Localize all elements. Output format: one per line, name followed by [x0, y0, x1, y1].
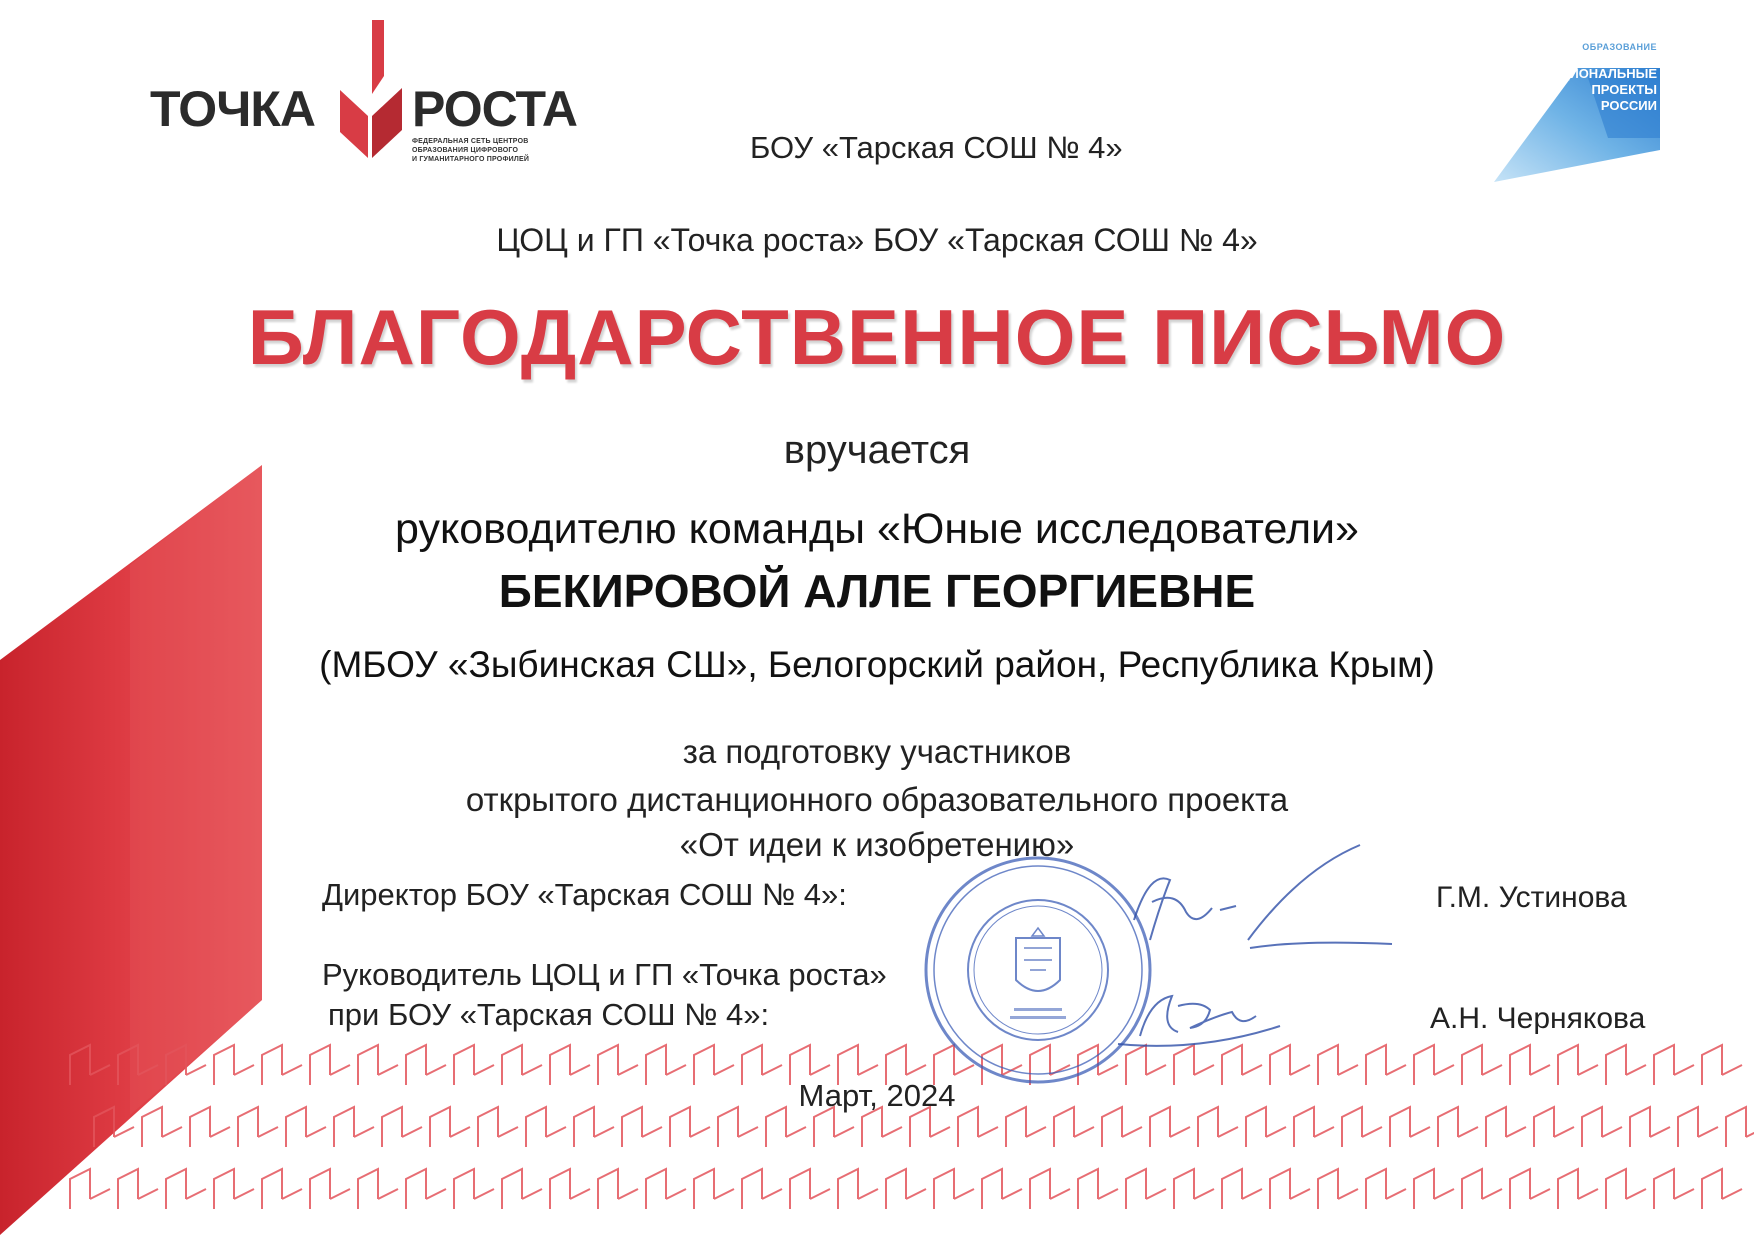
issue-date: Март, 2024	[798, 1078, 956, 1113]
chevron-mark	[1510, 1169, 1550, 1209]
chevron-mark	[1174, 1169, 1214, 1209]
recipient-role: руководителю команды «Юные исследователи»	[395, 505, 1359, 553]
logo-word-right: РОСТА	[412, 81, 577, 137]
chevron-mark	[70, 1169, 110, 1209]
reason-line: «От идеи к изобретению»	[679, 826, 1075, 863]
head-name: А.Н. Чернякова	[1430, 1002, 1646, 1035]
header-school: БОУ «Тарская СОШ № 4»	[750, 130, 1123, 165]
chevron-mark	[454, 1169, 494, 1209]
chevron-mark	[166, 1169, 206, 1209]
national-projects-text: РОССИИ	[1600, 98, 1657, 113]
chevron-mark	[406, 1169, 446, 1209]
head-label-line1: Руководитель ЦОЦ и ГП «Точка роста»	[322, 957, 887, 992]
reason-line: за подготовку участников	[682, 733, 1072, 770]
logo-subtitle-line: ФЕДЕРАЛЬНАЯ СЕТЬ ЦЕНТРОВ	[412, 138, 529, 145]
director-name: Г.М. Устинова	[1436, 881, 1627, 914]
recipient-organization: (МБОУ «Зыбинская СШ», Белогорский район, Республика Крым)	[319, 644, 1435, 685]
chevron-mark	[1414, 1169, 1454, 1209]
chevron-mark	[838, 1169, 878, 1209]
sprout-icon	[332, 20, 412, 160]
chevron-mark	[694, 1169, 734, 1209]
logo-word-left: ТОЧКА	[150, 81, 315, 137]
national-projects-text: ПРОЕКТЫ	[1591, 82, 1657, 97]
chevron-mark	[886, 1169, 926, 1209]
chevron-mark	[1702, 1169, 1742, 1209]
tochka-rosta-logo	[150, 20, 580, 180]
chevron-mark	[502, 1169, 542, 1209]
chevron-mark	[1654, 1169, 1694, 1209]
chevron-mark	[1030, 1169, 1070, 1209]
reason-line: открытого дистанционного образовательного проекта	[465, 781, 1289, 818]
chevron-mark	[598, 1169, 638, 1209]
chevron-mark	[982, 1169, 1022, 1209]
chevron-mark	[646, 1169, 686, 1209]
director-label: Директор БОУ «Тарская СОШ № 4»:	[322, 877, 847, 912]
logo-subtitle-line: И ГУМАНИТАРНОГО ПРОФИЛЕЙ	[412, 156, 530, 163]
chevron-mark	[1078, 1169, 1118, 1209]
chevron-mark	[214, 1169, 254, 1209]
handwritten-signatures	[1000, 830, 1420, 1070]
chevron-pattern-decoration	[0, 1035, 1754, 1240]
header-center-name: ЦОЦ и ГП «Точка роста» БОУ «Тарская СОШ № 4»	[496, 222, 1258, 258]
chevron-mark	[1366, 1169, 1406, 1209]
awarded-text: вручается	[783, 428, 971, 472]
chevron-mark	[358, 1169, 398, 1209]
national-projects-logo	[1490, 26, 1675, 184]
recipient-name: БЕКИРОВОЙ АЛЛЕ ГЕОРГИЕВНЕ	[498, 565, 1256, 617]
chevron-mark	[1126, 1169, 1166, 1209]
letter-title: БЛАГОДАРСТВЕННОЕ ПИСЬМО	[247, 293, 1507, 381]
chevron-mark	[1222, 1169, 1262, 1209]
national-projects-text: НАЦИОНАЛЬНЫЕ	[1541, 66, 1657, 81]
chevron-mark	[1606, 1169, 1646, 1209]
chevron-mark	[118, 1169, 158, 1209]
chevron-mark	[262, 1169, 302, 1209]
chevron-mark	[790, 1169, 830, 1209]
chevron-mark	[742, 1169, 782, 1209]
national-projects-top-text: ОБРАЗОВАНИЕ	[1582, 42, 1657, 52]
chevron-mark	[310, 1169, 350, 1209]
chevron-mark	[1462, 1169, 1502, 1209]
chevron-mark	[1270, 1169, 1310, 1209]
chevron-mark	[550, 1169, 590, 1209]
head-label-line2: при БОУ «Тарская СОШ № 4»:	[328, 997, 770, 1032]
chevron-mark	[1558, 1169, 1598, 1209]
chevron-mark	[934, 1169, 974, 1209]
logo-subtitle-line: ОБРАЗОВАНИЯ ЦИФРОВОГО	[412, 147, 519, 154]
chevron-mark	[1318, 1169, 1358, 1209]
